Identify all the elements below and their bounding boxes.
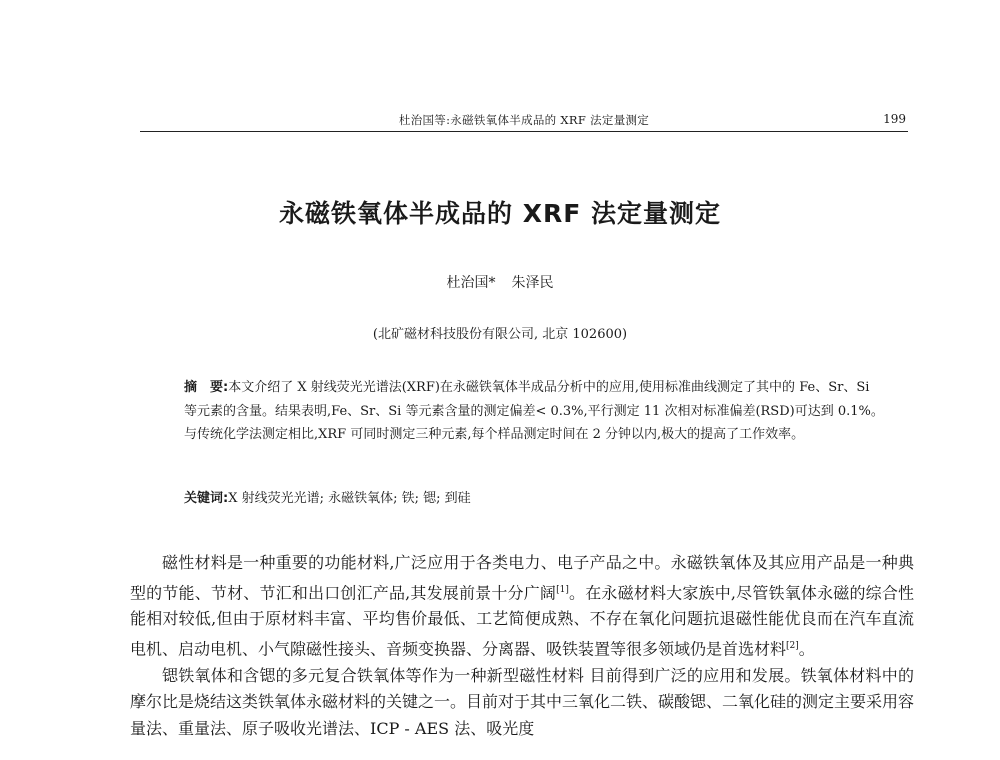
author-1: 杜治国* [446,275,496,291]
keywords-text: X 射线荧光光谱; 永磁铁氧体; 铁; 锶; 到硅 [228,491,471,506]
paragraph-1-part-c: 。 [798,639,815,659]
paper-title: 永磁铁氧体半成品的 XRF 法定量测定 [278,199,721,228]
abstract-label: 摘 要: [184,380,229,395]
keywords-label: 关键词: [184,491,229,506]
author-2: 朱泽民 [511,275,554,291]
keywords [184,487,884,511]
abstract-text: 本文介绍了 X 射线荧光光谱法(XRF)在永磁铁氧体半成品分析中的应用,使用标准曲线测定了其中的 Fe、Sr、Si 等元素的含量。结果表明,Fe、Sr、Si 等元素含量的测定偏差< 0.3%,平行测定 11 次相对标准偏差(RSD)可达到 0.1%。与传统化学法测定相比,XRF 可同时测定三种元素,每个样品测定时间在 2 分钟以内,极大的提高了工作效率。 [184,380,884,442]
header-rule [140,131,908,132]
body-text [130,550,914,742]
citation-2: [2] [786,640,799,651]
affiliation: (北矿磁材科技股份有限公司, 北京 102600) [372,327,628,342]
paragraph-1-part-b: 。在永磁材料大家族中,尽管铁氧体永磁的综合性能相对较低,但由于原材料丰富、平均售价最低、工艺简便成熟、不存在氧化问题抗退磁性能优良而在汽车直流电机、启动电机、小气隙磁性接头、音频变换器、分离器、吸铁装置等很多领域仍是首选材料 [130,582,914,659]
paragraph-1 [130,550,914,663]
page-number: 199 [883,112,906,126]
abstract [184,376,884,447]
running-head: 杜治国等:永磁铁氧体半成品的 XRF 法定量测定 [398,113,650,127]
paragraph-1-part-a: 磁性材料是一种重要的功能材料,广泛应用于各类电力、电子产品之中。永磁铁氧体及其应用产品是一种典型的节能、节材、节汇和出口创汇产品,其发展前景十分广阔 [130,553,914,602]
paragraph-2: 锶铁氧体和含锶的多元复合铁氧体等作为一种新型磁性材料 目前得到广泛的应用和发展。铁氧体材料中的摩尔比是烧结这类铁氧体永磁材料的关键之一。目前对于其中三氧化二铁、碳酸锶、二氧化硅的测定主要采用容量法、重量法、原子吸收光谱法、ICP - AES 法、吸光度 [130,665,915,738]
citation-1: [1] [556,584,569,595]
author-list [0,272,1000,292]
